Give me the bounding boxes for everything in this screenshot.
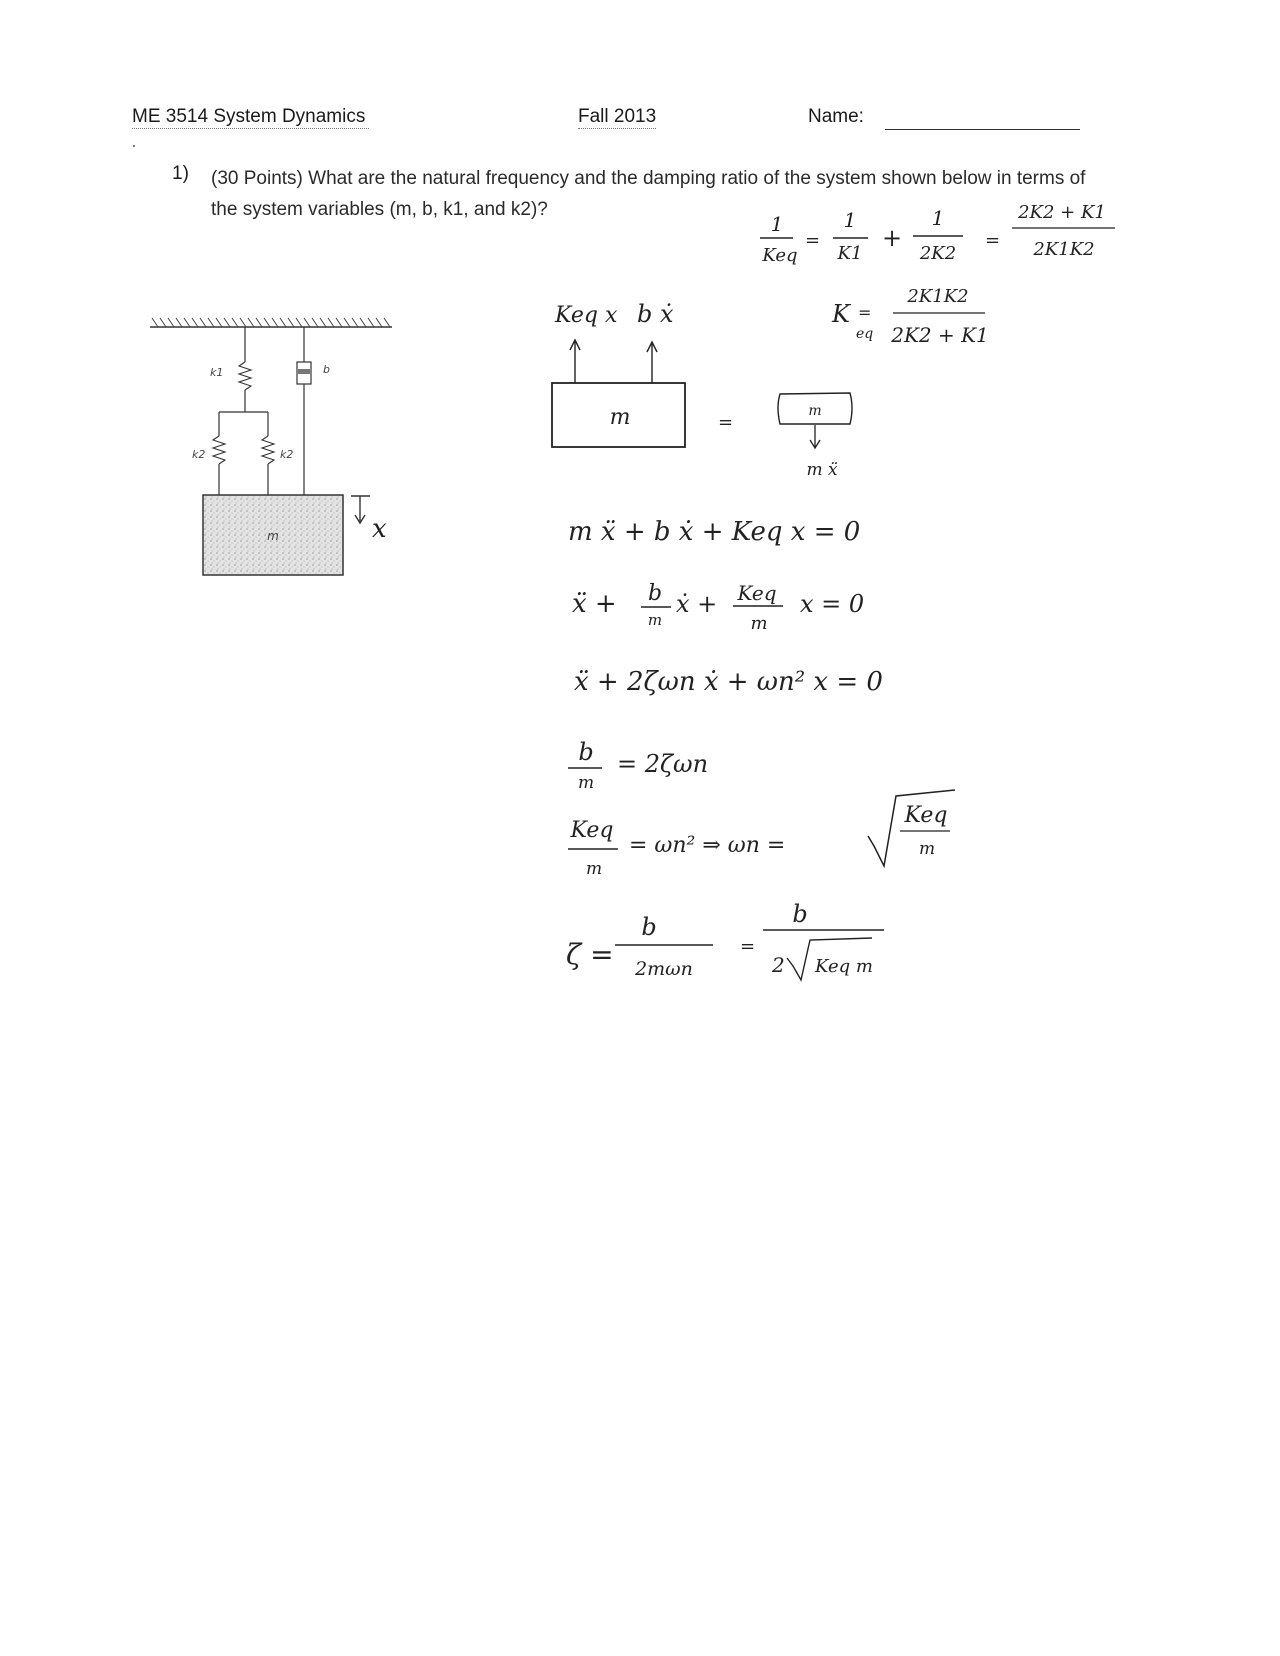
keq-symbol: K <box>832 300 850 328</box>
label-k1: k1 <box>210 366 224 379</box>
keq-subscript: eq <box>856 326 874 342</box>
label-b: b <box>323 363 330 376</box>
mass-block-label: m <box>267 529 279 543</box>
eq4-num: b <box>578 738 594 766</box>
name-label: Name: <box>808 106 864 127</box>
spring-k2-left <box>213 412 225 495</box>
inertia-block-label: m <box>808 403 822 419</box>
equation-of-motion: m ẍ + b ẋ + Keq x = 0 <box>568 517 861 547</box>
eq2-part-e: x = 0 <box>800 590 865 618</box>
spring-k2-right <box>262 412 274 495</box>
keq-lhs-num: 1 <box>770 212 784 236</box>
keq-term1-num: 1 <box>843 208 857 232</box>
keq-term1-den: K1 <box>837 243 863 264</box>
eq2-frac2-den: m <box>750 613 768 634</box>
damper-b <box>297 327 311 495</box>
eq2-frac1-num: b <box>647 581 663 606</box>
derivation-equations <box>566 517 955 980</box>
fbd-spring-force: Keq x <box>555 303 618 328</box>
keq-den: 2K2 + K1 <box>891 323 989 347</box>
label-k2-left: k2 <box>192 448 206 461</box>
free-body-diagram <box>552 300 852 480</box>
eq6-frac2-num: b <box>792 900 808 928</box>
svg-text:=: = <box>858 303 872 322</box>
eq4-rhs: = 2ζωn <box>617 750 709 778</box>
eq6-frac1-den: 2mωn <box>635 958 693 980</box>
equivalent-stiffness-work <box>760 202 1115 347</box>
question-number: 1) <box>172 163 189 184</box>
eq6-lhs: ζ = <box>566 938 614 971</box>
spring-k1 <box>239 327 251 412</box>
eq5-num: Keq <box>570 818 614 843</box>
keq-rhs-den: 2K1K2 <box>1033 239 1095 260</box>
eq2-frac2-num: Keq <box>737 581 777 605</box>
ceiling-hatch <box>150 318 392 327</box>
displacement-label: x <box>372 514 387 544</box>
eq5-middle: = ωn² ⇒ ωn = <box>629 833 786 858</box>
inertia-force-label: m ẍ <box>806 460 838 480</box>
eq4-den: m <box>577 773 595 793</box>
fbd-damper-force: b ẋ <box>637 300 674 328</box>
label-k2-right: k2 <box>280 448 294 461</box>
question-text: (30 Points) What are the natural frequency and the damping ratio of the system shown below in terms of the system variables (m, b, k1, and k2)? <box>211 168 1086 220</box>
eq2-part-c: ẋ + <box>676 590 718 618</box>
displacement-arrow <box>351 496 370 523</box>
term-label: Fall 2013 <box>578 106 657 127</box>
svg-text:+: + <box>882 224 903 252</box>
keq-num: 2K1K2 <box>907 286 969 307</box>
mechanical-diagram <box>150 318 392 575</box>
fbd-mass-label: m <box>609 405 631 430</box>
eq5-root-num: Keq <box>904 803 948 828</box>
keq-lhs-den: Keq <box>762 245 798 266</box>
eq6-equals: = <box>740 936 756 957</box>
standard-form-equation: ẍ + 2ζωn ẋ + ωn² x = 0 <box>574 667 883 697</box>
svg-text:=: = <box>985 230 1001 251</box>
svg-text:=: = <box>718 412 734 433</box>
eq5-den: m <box>585 859 603 879</box>
eq6-frac1-num: b <box>641 913 657 941</box>
svg-text:=: = <box>805 230 821 251</box>
eq6-frac2-root: Keq m <box>815 956 873 977</box>
eq5-root-den: m <box>918 839 936 859</box>
keq-term2-den: 2K2 <box>919 243 957 264</box>
eq2-frac1-den: m <box>647 611 663 629</box>
eq6-frac2-coeff: 2 <box>772 953 785 977</box>
course-title: ME 3514 System Dynamics <box>132 106 369 129</box>
keq-term2-num: 1 <box>931 206 945 230</box>
keq-rhs-num: 2K2 + K1 <box>1018 202 1106 223</box>
eq2-part-a: ẍ + <box>572 589 617 619</box>
